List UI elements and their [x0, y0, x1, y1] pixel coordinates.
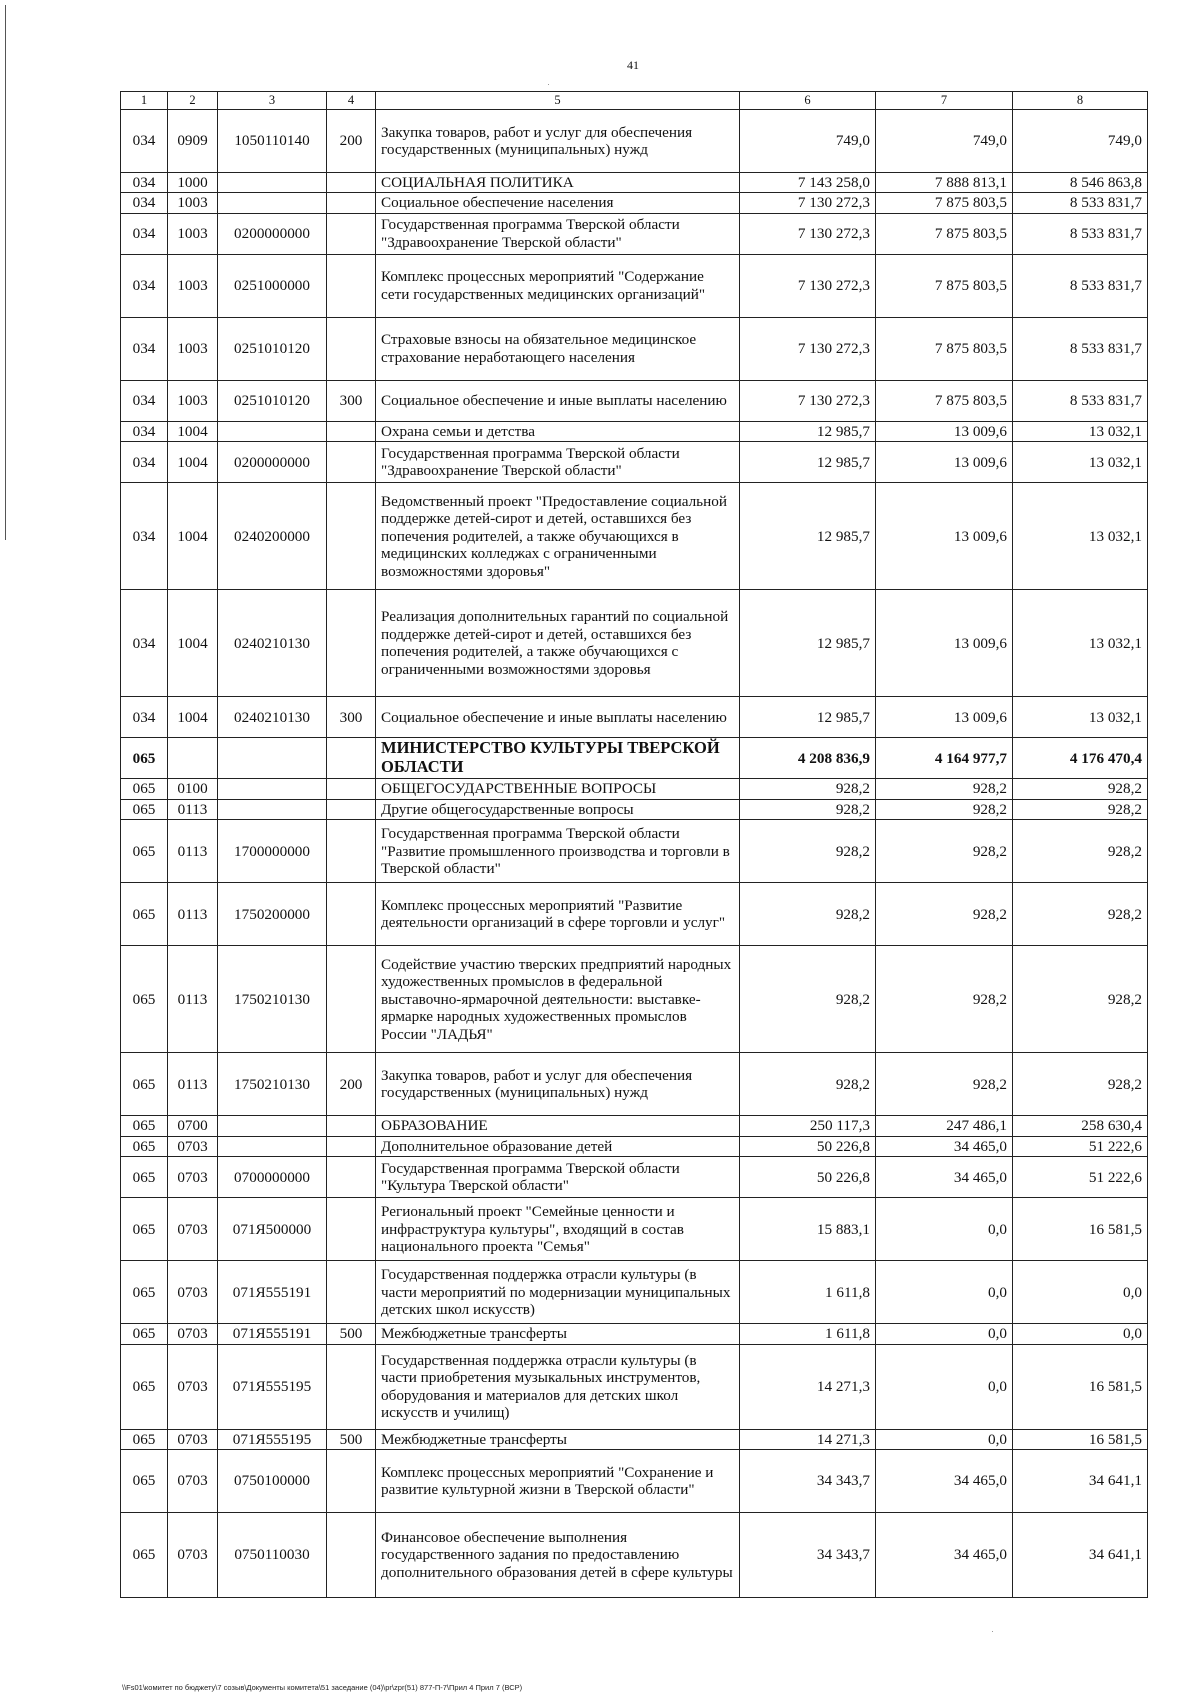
description-cell: Региональный проект "Семейные ценности и инфраструктура культуры", входящий в состав национального проекта "Семья": [376, 1198, 740, 1261]
target-article-cell: 0251010120: [218, 380, 327, 421]
expense-type-cell: [327, 799, 376, 819]
expense-type-cell: [327, 442, 376, 483]
amount-cell: 928,2: [876, 946, 1013, 1053]
amount-cell: 16 581,5: [1013, 1429, 1148, 1449]
section-code-cell: 1003: [168, 317, 218, 380]
description-cell: Государственная программа Тверской области "Развитие промышленного производства и торговли в Тверской области": [376, 820, 740, 883]
file-path-footer: \\Fs01\комитет по бюджету\7 созыв\Документы комитета\51 заседание (04)\pr\zpr(51) 877-П-7\Прил 4 Прил 7 (ВСР): [122, 1683, 523, 1692]
table-row: [121, 1513, 1148, 1598]
table-row: [121, 697, 1148, 738]
target-article-cell: [218, 193, 327, 213]
section-code-cell: 0113: [168, 946, 218, 1053]
target-article-cell: 1750210130: [218, 946, 327, 1053]
amount-cell: 34 641,1: [1013, 1513, 1148, 1598]
table-row: [121, 254, 1148, 317]
column-header: 1: [121, 92, 168, 110]
table-row: [121, 193, 1148, 213]
expense-type-cell: [327, 1116, 376, 1136]
amount-cell: 50 226,8: [740, 1136, 876, 1156]
column-header: 7: [876, 92, 1013, 110]
target-article-cell: [218, 1116, 327, 1136]
section-code-cell: 0909: [168, 110, 218, 173]
amount-cell: 12 985,7: [740, 590, 876, 697]
description-cell: Реализация дополнительных гарантий по социальной поддержке детей-сирот и детей, оставшихся без попечения родителей, а также обучающихся с ограниченными возможностями здоровья: [376, 590, 740, 697]
amount-cell: 250 117,3: [740, 1116, 876, 1136]
table-row: [121, 1136, 1148, 1156]
expense-type-cell: [327, 738, 376, 779]
amount-cell: 7 130 272,3: [740, 213, 876, 254]
amount-cell: 13 032,1: [1013, 421, 1148, 441]
target-article-cell: 0200000000: [218, 213, 327, 254]
description-cell: Государственная программа Тверской области "Культура Тверской области": [376, 1157, 740, 1198]
amount-cell: 4 176 470,4: [1013, 738, 1148, 779]
description-cell: Охрана семьи и детства: [376, 421, 740, 441]
amount-cell: 13 032,1: [1013, 483, 1148, 590]
expense-type-cell: [327, 883, 376, 946]
amount-cell: 749,0: [876, 110, 1013, 173]
description-cell: Финансовое обеспечение выполнения государственного задания по предоставлению дополнительного образования детей в сфере культуры: [376, 1513, 740, 1598]
amount-cell: 0,0: [876, 1429, 1013, 1449]
amount-cell: 34 465,0: [876, 1450, 1013, 1513]
section-code-cell: 1003: [168, 380, 218, 421]
table-row: [121, 442, 1148, 483]
amount-cell: 928,2: [740, 883, 876, 946]
description-cell: МИНИСТЕРСТВО КУЛЬТУРЫ ТВЕРСКОЙ ОБЛАСТИ: [376, 738, 740, 779]
ministry-code-cell: 065: [121, 1157, 168, 1198]
amount-cell: 928,2: [740, 1053, 876, 1116]
section-code-cell: 0703: [168, 1157, 218, 1198]
expense-type-cell: [327, 820, 376, 883]
amount-cell: 928,2: [876, 799, 1013, 819]
target-article-cell: [218, 779, 327, 799]
amount-cell: 8 533 831,7: [1013, 213, 1148, 254]
section-code-cell: [168, 738, 218, 779]
description-cell: Социальное обеспечение и иные выплаты населению: [376, 697, 740, 738]
expense-type-cell: 500: [327, 1429, 376, 1449]
amount-cell: 34 641,1: [1013, 1450, 1148, 1513]
ministry-code-cell: 065: [121, 946, 168, 1053]
amount-cell: 1 611,8: [740, 1324, 876, 1344]
ministry-code-cell: 034: [121, 442, 168, 483]
amount-cell: 0,0: [876, 1261, 1013, 1324]
ministry-code-cell: 034: [121, 193, 168, 213]
amount-cell: 1 611,8: [740, 1261, 876, 1324]
scan-margin-line: [5, 5, 6, 540]
amount-cell: 0,0: [1013, 1261, 1148, 1324]
amount-cell: 7 130 272,3: [740, 254, 876, 317]
amount-cell: 4 208 836,9: [740, 738, 876, 779]
amount-cell: 13 032,1: [1013, 697, 1148, 738]
column-header: 2: [168, 92, 218, 110]
target-article-cell: [218, 421, 327, 441]
amount-cell: 7 130 272,3: [740, 380, 876, 421]
amount-cell: 51 222,6: [1013, 1136, 1148, 1156]
table-row: [121, 799, 1148, 819]
section-code-cell: 1004: [168, 421, 218, 441]
section-code-cell: 0113: [168, 883, 218, 946]
amount-cell: 928,2: [740, 799, 876, 819]
amount-cell: 749,0: [1013, 110, 1148, 173]
expense-type-cell: [327, 193, 376, 213]
amount-cell: 0,0: [876, 1198, 1013, 1261]
description-cell: Межбюджетные трансферты: [376, 1429, 740, 1449]
ministry-code-cell: 065: [121, 883, 168, 946]
expense-type-cell: [327, 317, 376, 380]
ministry-code-cell: 065: [121, 1344, 168, 1429]
column-header: 4: [327, 92, 376, 110]
amount-cell: 4 164 977,7: [876, 738, 1013, 779]
section-code-cell: 1003: [168, 254, 218, 317]
amount-cell: 928,2: [876, 883, 1013, 946]
ministry-code-cell: 065: [121, 1513, 168, 1598]
table-row: [121, 1261, 1148, 1324]
amount-cell: 7 875 803,5: [876, 213, 1013, 254]
expense-type-cell: [327, 483, 376, 590]
amount-cell: 13 032,1: [1013, 442, 1148, 483]
section-code-cell: 1000: [168, 173, 218, 193]
ministry-code-cell: 034: [121, 590, 168, 697]
description-cell: Государственная поддержка отрасли культуры (в части приобретения музыкальных инструментов, оборудования и материалов для детских школ искусств и училищ): [376, 1344, 740, 1429]
description-cell: Социальное обеспечение и иные выплаты населению: [376, 380, 740, 421]
amount-cell: 928,2: [876, 779, 1013, 799]
expense-type-cell: [327, 1450, 376, 1513]
ministry-code-cell: 065: [121, 779, 168, 799]
ministry-code-cell: 034: [121, 697, 168, 738]
target-article-cell: 0240210130: [218, 590, 327, 697]
section-code-cell: 0113: [168, 820, 218, 883]
target-article-cell: 0240210130: [218, 697, 327, 738]
target-article-cell: 071Я555195: [218, 1344, 327, 1429]
amount-cell: 14 271,3: [740, 1429, 876, 1449]
expense-type-cell: [327, 590, 376, 697]
section-code-cell: 0703: [168, 1344, 218, 1429]
description-cell: Дополнительное образование детей: [376, 1136, 740, 1156]
ministry-code-cell: 065: [121, 799, 168, 819]
expense-type-cell: [327, 421, 376, 441]
amount-cell: 928,2: [876, 820, 1013, 883]
description-cell: Другие общегосударственные вопросы: [376, 799, 740, 819]
target-article-cell: 071Я555191: [218, 1324, 327, 1344]
target-article-cell: 071Я555191: [218, 1261, 327, 1324]
table-row: [121, 1344, 1148, 1429]
ministry-code-cell: 034: [121, 110, 168, 173]
amount-cell: 247 486,1: [876, 1116, 1013, 1136]
amount-cell: 13 009,6: [876, 590, 1013, 697]
amount-cell: 13 009,6: [876, 697, 1013, 738]
expense-type-cell: 300: [327, 380, 376, 421]
amount-cell: 7 130 272,3: [740, 317, 876, 380]
expense-type-cell: 200: [327, 110, 376, 173]
ministry-code-cell: 065: [121, 1053, 168, 1116]
ministry-code-cell: 034: [121, 380, 168, 421]
amount-cell: 7 130 272,3: [740, 193, 876, 213]
amount-cell: 12 985,7: [740, 442, 876, 483]
section-code-cell: 1004: [168, 483, 218, 590]
section-code-cell: 0703: [168, 1450, 218, 1513]
expense-type-cell: 300: [327, 697, 376, 738]
amount-cell: 928,2: [1013, 820, 1148, 883]
ministry-code-cell: 065: [121, 1450, 168, 1513]
amount-cell: 50 226,8: [740, 1157, 876, 1198]
ministry-code-cell: 065: [121, 1116, 168, 1136]
ministry-code-cell: 034: [121, 483, 168, 590]
page-number: 41: [627, 58, 639, 72]
expense-type-cell: [327, 1344, 376, 1429]
description-cell: Социальное обеспечение населения: [376, 193, 740, 213]
ministry-code-cell: 065: [121, 738, 168, 779]
amount-cell: 8 533 831,7: [1013, 254, 1148, 317]
amount-cell: 928,2: [876, 1053, 1013, 1116]
target-article-cell: 1750210130: [218, 1053, 327, 1116]
ministry-code-cell: 065: [121, 1136, 168, 1156]
amount-cell: 928,2: [1013, 779, 1148, 799]
ministry-code-cell: 065: [121, 1261, 168, 1324]
amount-cell: 13 009,6: [876, 421, 1013, 441]
expense-type-cell: [327, 213, 376, 254]
expense-type-cell: [327, 1198, 376, 1261]
table-row: [121, 946, 1148, 1053]
table-row: [121, 213, 1148, 254]
section-code-cell: 0113: [168, 799, 218, 819]
section-code-cell: 0703: [168, 1261, 218, 1324]
table-row: [121, 1450, 1148, 1513]
section-code-cell: 0703: [168, 1136, 218, 1156]
description-cell: Содействие участию тверских предприятий народных художественных промыслов в федеральной выставочно-ярмарочной деятельности: выставке-ярмарке народных художественных промыслов России "ЛАДЬЯ": [376, 946, 740, 1053]
amount-cell: 13 009,6: [876, 483, 1013, 590]
section-code-cell: 1003: [168, 193, 218, 213]
table-row: [121, 779, 1148, 799]
table-row: [121, 421, 1148, 441]
amount-cell: 13 009,6: [876, 442, 1013, 483]
table-row: [121, 483, 1148, 590]
expense-type-cell: [327, 254, 376, 317]
amount-cell: 8 546 863,8: [1013, 173, 1148, 193]
expense-type-cell: [327, 1513, 376, 1598]
amount-cell: 928,2: [740, 946, 876, 1053]
budget-table: [120, 91, 1148, 1598]
amount-cell: 0,0: [876, 1344, 1013, 1429]
amount-cell: 12 985,7: [740, 421, 876, 441]
table-row: [121, 317, 1148, 380]
expense-type-cell: [327, 779, 376, 799]
section-code-cell: 0100: [168, 779, 218, 799]
column-header: 3: [218, 92, 327, 110]
column-number-row: [121, 92, 1148, 110]
amount-cell: 0,0: [876, 1324, 1013, 1344]
table-row: [121, 110, 1148, 173]
table-row: [121, 883, 1148, 946]
amount-cell: 8 533 831,7: [1013, 317, 1148, 380]
description-cell: Межбюджетные трансферты: [376, 1324, 740, 1344]
section-code-cell: 1004: [168, 697, 218, 738]
table-body: [121, 110, 1148, 1598]
amount-cell: 34 465,0: [876, 1136, 1013, 1156]
ministry-code-cell: 065: [121, 1198, 168, 1261]
target-article-cell: [218, 738, 327, 779]
target-article-cell: 0750110030: [218, 1513, 327, 1598]
amount-cell: 8 533 831,7: [1013, 380, 1148, 421]
amount-cell: 7 143 258,0: [740, 173, 876, 193]
table-row: [121, 590, 1148, 697]
description-cell: Государственная программа Тверской области "Здравоохранение Тверской области": [376, 213, 740, 254]
section-code-cell: 1004: [168, 442, 218, 483]
target-article-cell: 0700000000: [218, 1157, 327, 1198]
section-code-cell: 0703: [168, 1429, 218, 1449]
table-row: [121, 738, 1148, 779]
ministry-code-cell: 065: [121, 1324, 168, 1344]
description-cell: Государственная поддержка отрасли культуры (в части мероприятий по модернизации муниципальных детских школ искусств): [376, 1261, 740, 1324]
amount-cell: 7 875 803,5: [876, 193, 1013, 213]
section-code-cell: 0703: [168, 1513, 218, 1598]
amount-cell: 34 465,0: [876, 1513, 1013, 1598]
description-cell: Комплекс процессных мероприятий "Содержание сети государственных медицинских организаций": [376, 254, 740, 317]
amount-cell: 16 581,5: [1013, 1198, 1148, 1261]
expense-type-cell: [327, 1136, 376, 1156]
target-article-cell: [218, 173, 327, 193]
section-code-cell: 0703: [168, 1198, 218, 1261]
expense-type-cell: 500: [327, 1324, 376, 1344]
amount-cell: 7 875 803,5: [876, 254, 1013, 317]
table-row: [121, 1157, 1148, 1198]
table-row: [121, 380, 1148, 421]
scan-dot: [548, 84, 549, 85]
section-code-cell: 0703: [168, 1324, 218, 1344]
column-header: 6: [740, 92, 876, 110]
table-row: [121, 1053, 1148, 1116]
ministry-code-cell: 065: [121, 1429, 168, 1449]
ministry-code-cell: 065: [121, 820, 168, 883]
description-cell: Закупка товаров, работ и услуг для обеспечения государственных (муниципальных) нужд: [376, 110, 740, 173]
target-article-cell: 1050110140: [218, 110, 327, 173]
description-cell: Закупка товаров, работ и услуг для обеспечения государственных (муниципальных) нужд: [376, 1053, 740, 1116]
amount-cell: 928,2: [1013, 1053, 1148, 1116]
expense-type-cell: [327, 946, 376, 1053]
section-code-cell: 0113: [168, 1053, 218, 1116]
amount-cell: 51 222,6: [1013, 1157, 1148, 1198]
amount-cell: 7 875 803,5: [876, 380, 1013, 421]
table-row: [121, 1324, 1148, 1344]
target-article-cell: 0240200000: [218, 483, 327, 590]
table-row: [121, 1116, 1148, 1136]
column-header: 5: [376, 92, 740, 110]
amount-cell: 928,2: [1013, 799, 1148, 819]
description-cell: Ведомственный проект "Предоставление социальной поддержке детей-сирот и детей, оставшихся без попечения родителей, а также обучающихся в медицинских колледжах с ограниченными возможностями здоровья": [376, 483, 740, 590]
amount-cell: 928,2: [740, 820, 876, 883]
expense-type-cell: [327, 1157, 376, 1198]
ministry-code-cell: 034: [121, 173, 168, 193]
table-row: [121, 1198, 1148, 1261]
description-cell: ОБЩЕГОСУДАРСТВЕННЫЕ ВОПРОСЫ: [376, 779, 740, 799]
target-article-cell: 0200000000: [218, 442, 327, 483]
section-code-cell: 1004: [168, 590, 218, 697]
amount-cell: 928,2: [1013, 946, 1148, 1053]
target-article-cell: 071Я500000: [218, 1198, 327, 1261]
description-cell: СОЦИАЛЬНАЯ ПОЛИТИКА: [376, 173, 740, 193]
amount-cell: 34 465,0: [876, 1157, 1013, 1198]
amount-cell: 14 271,3: [740, 1344, 876, 1429]
ministry-code-cell: 034: [121, 317, 168, 380]
description-cell: Государственная программа Тверской области "Здравоохранение Тверской области": [376, 442, 740, 483]
target-article-cell: 0251000000: [218, 254, 327, 317]
target-article-cell: 071Я555195: [218, 1429, 327, 1449]
amount-cell: 12 985,7: [740, 697, 876, 738]
ministry-code-cell: 034: [121, 213, 168, 254]
target-article-cell: [218, 799, 327, 819]
amount-cell: 749,0: [740, 110, 876, 173]
table-row: [121, 173, 1148, 193]
amount-cell: 7 888 813,1: [876, 173, 1013, 193]
amount-cell: 8 533 831,7: [1013, 193, 1148, 213]
table-header: [121, 92, 1148, 110]
target-article-cell: 0251010120: [218, 317, 327, 380]
description-cell: Страховые взносы на обязательное медицинское страхование неработающего населения: [376, 317, 740, 380]
amount-cell: 16 581,5: [1013, 1344, 1148, 1429]
table-row: [121, 820, 1148, 883]
amount-cell: 15 883,1: [740, 1198, 876, 1261]
scan-dot: [992, 1631, 993, 1632]
description-cell: ОБРАЗОВАНИЕ: [376, 1116, 740, 1136]
ministry-code-cell: 034: [121, 421, 168, 441]
amount-cell: 34 343,7: [740, 1513, 876, 1598]
amount-cell: 0,0: [1013, 1324, 1148, 1344]
section-code-cell: 0700: [168, 1116, 218, 1136]
table-row: [121, 1429, 1148, 1449]
amount-cell: 928,2: [1013, 883, 1148, 946]
amount-cell: 12 985,7: [740, 483, 876, 590]
amount-cell: 258 630,4: [1013, 1116, 1148, 1136]
expense-type-cell: [327, 173, 376, 193]
target-article-cell: 1700000000: [218, 820, 327, 883]
description-cell: Комплекс процессных мероприятий "Сохранение и развитие культурной жизни в Тверской области": [376, 1450, 740, 1513]
section-code-cell: 1003: [168, 213, 218, 254]
ministry-code-cell: 034: [121, 254, 168, 317]
amount-cell: 13 032,1: [1013, 590, 1148, 697]
column-header: 8: [1013, 92, 1148, 110]
amount-cell: 7 875 803,5: [876, 317, 1013, 380]
target-article-cell: 0750100000: [218, 1450, 327, 1513]
target-article-cell: [218, 1136, 327, 1156]
amount-cell: 34 343,7: [740, 1450, 876, 1513]
expense-type-cell: 200: [327, 1053, 376, 1116]
amount-cell: 928,2: [740, 779, 876, 799]
expense-type-cell: [327, 1261, 376, 1324]
description-cell: Комплекс процессных мероприятий "Развитие деятельности организаций в сфере торговли и услуг": [376, 883, 740, 946]
target-article-cell: 1750200000: [218, 883, 327, 946]
